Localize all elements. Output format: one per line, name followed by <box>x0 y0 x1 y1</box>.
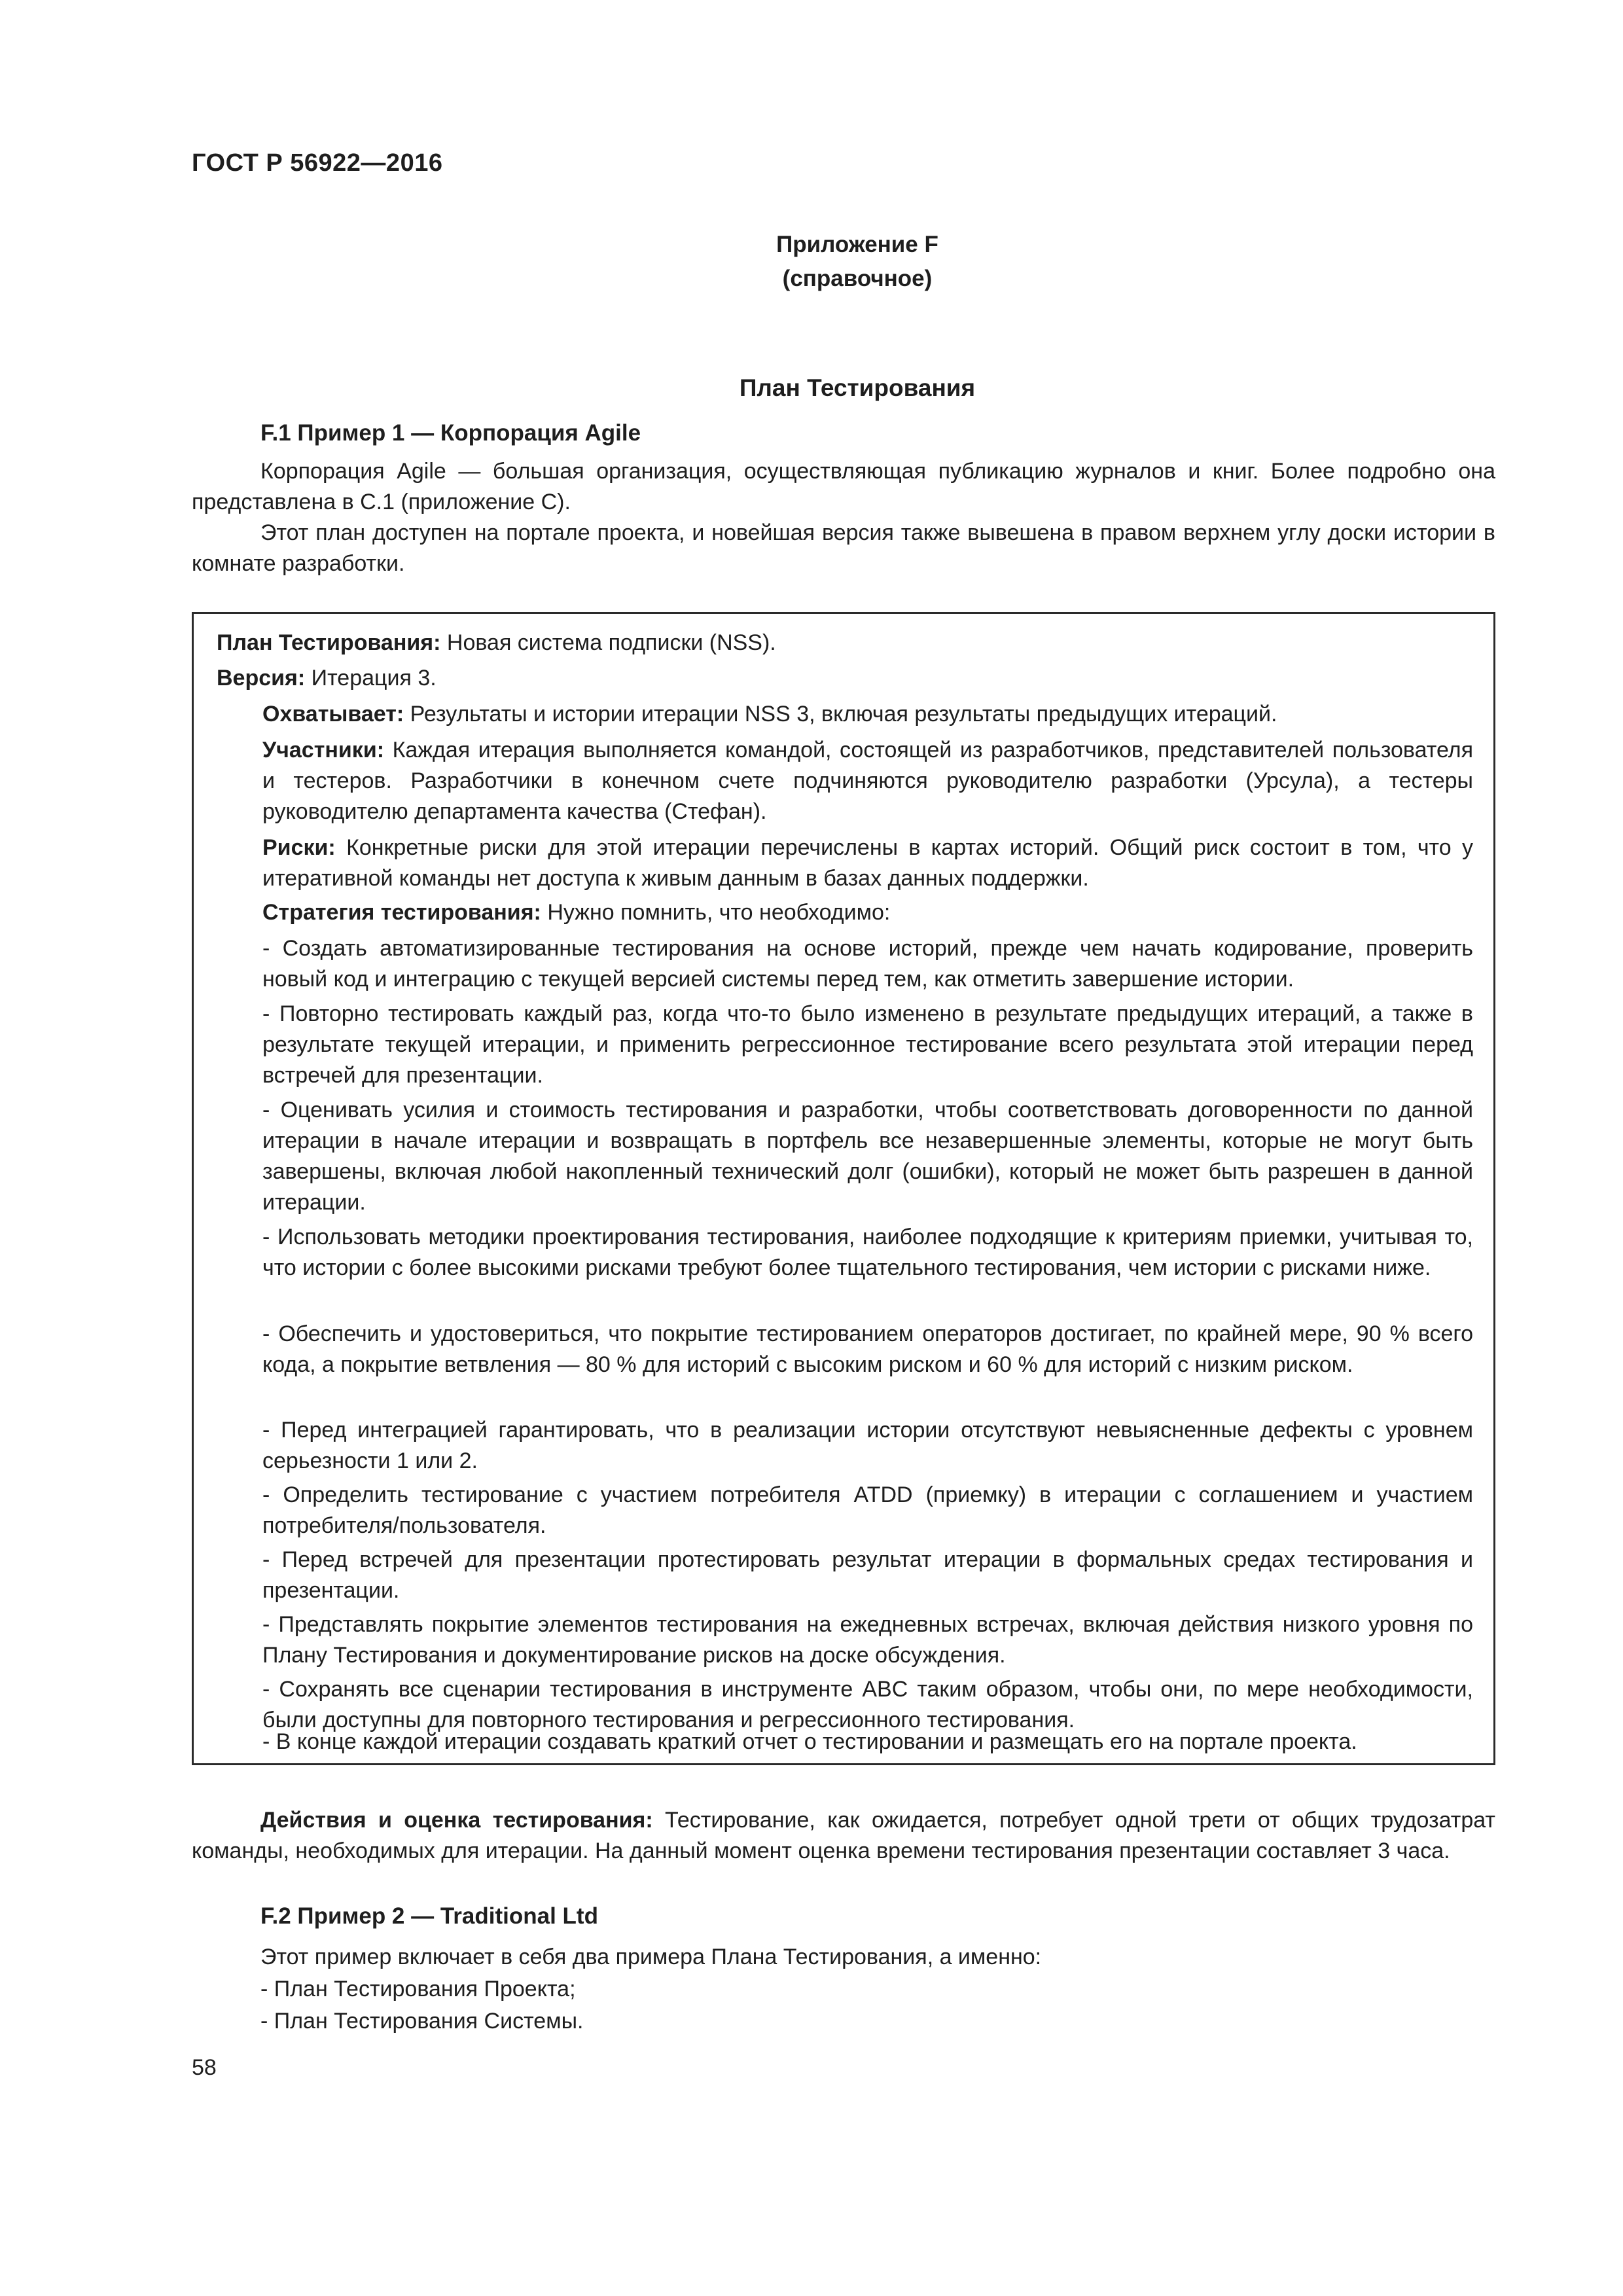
strategy-bullet: - Представлять покрытие элементов тестирования на ежедневных встречах, включая действия низкого уровня по Плану Тестирования и документирование рисков на доске обсуждения. <box>262 1612 1473 1668</box>
risks-paragraph <box>262 833 1473 894</box>
test-plan-box <box>192 612 1495 1765</box>
section1-paragraph-2: Этот план доступен на портале проекта, и новейшая версия также вывешена в правом верхнем углу доски истории в комнате разработки. <box>192 520 1495 576</box>
section1-heading: F.1 Пример 1 — Корпорация Agile <box>260 420 641 446</box>
participants-value: Каждая итерация выполняется командой, состоящей из разработчиков, представителей пользователя и тестеров. Разработчики в конечном счете подчиняются руководителю разработки (Урсула), а тестеры руководителю департамента качества (Стефан). <box>262 738 1474 824</box>
section2-list-item: - План Тестирования Проекта; <box>260 1977 576 2001</box>
strategy-bullet: - Сохранять все сценарии тестирования в инструменте ABC таким образом, чтобы они, по мере необходимости, были доступны для повторного тестирования и регрессионного тестирования. <box>262 1677 1473 1732</box>
covers-line <box>262 699 1473 730</box>
appendix-type: (справочное) <box>782 266 933 291</box>
version-line <box>217 663 1473 694</box>
page-number: 58 <box>192 2055 217 2080</box>
strategy-bullet: - Определить тестирование с участием потребителя ATDD (приемку) в итерации с соглашением и участием потребителя/пользователя. <box>262 1482 1473 1538</box>
risks-label: Риски: <box>262 835 336 860</box>
document-id: ГОСТ Р 56922—2016 <box>192 149 443 177</box>
appendix-label: Приложение F <box>776 232 938 257</box>
covers-label: Охватывает: <box>262 702 404 726</box>
strategy-bullet: - Использовать методики проектирования тестирования, наиболее подходящие к критериям приемки, учитывая то, что истории с более высокими рисками требуют более тщательного тестирования, чем истории с рисками ниже. <box>262 1225 1473 1280</box>
plan-label: План Тестирования: <box>217 630 441 655</box>
page-title: План Тестирования <box>739 374 976 401</box>
strategy-bullet: - Перед интеграцией гарантировать, что в реализации истории отсутствуют невыясненные дефекты с уровнем серьезности 1 или 2. <box>262 1418 1473 1473</box>
section2-intro: Этот пример включает в себя два примера Плана Тестирования, а именно: <box>260 1945 1042 1969</box>
activities-paragraph <box>192 1805 1495 1867</box>
strategy-label: Стратегия тестирования: <box>262 900 541 925</box>
section2-heading: F.2 Пример 2 — Traditional Ltd <box>260 1903 598 1929</box>
activities-value: Тестирование, как ожидается, потребует одной трети от общих трудозатрат команды, необходимых для итерации. На данный момент оценка времени тестирования презентации составляет 3 часа. <box>192 1808 1495 1863</box>
participants-paragraph <box>262 735 1473 827</box>
strategy-bullet: - Повторно тестировать каждый раз, когда что-то было изменено в результате предыдущих итераций, а также в результате текущей итерации, и применить регрессионное тестирование всего результата этой итерации перед встречей для презентации. <box>262 1001 1473 1088</box>
section2-list-item: - План Тестирования Системы. <box>260 2009 584 2034</box>
version-value: Итерация 3. <box>311 666 437 691</box>
strategy-bullet: - Создать автоматизированные тестирования на основе историй, прежде чем начать кодирование, проверить новый код и интеграцию с текущей версией системы перед тем, как отметить завершение истории. <box>262 936 1473 992</box>
risks-value: Конкретные риски для этой итерации перечислены в картах историй. Общий риск состоит в том, что у итеративной команды нет доступа к живым данным в базах данных поддержки. <box>262 835 1473 891</box>
plan-line <box>217 628 1473 658</box>
strategy-value: Нужно помнить, что необходимо: <box>547 900 891 925</box>
plan-value: Новая система подписки (NSS). <box>446 630 776 655</box>
covers-value: Результаты и истории итерации NSS 3, включая результаты предыдущих итераций. <box>410 702 1277 726</box>
strategy-bullet: - В конце каждой итерации создавать краткий отчет о тестировании и размещать его на портале проекта. <box>262 1729 1357 1754</box>
participants-label: Участники: <box>262 738 385 762</box>
activities-label: Действия и оценка тестирования: <box>260 1808 653 1833</box>
version-label: Версия: <box>217 666 306 691</box>
strategy-bullet: - Обеспечить и удостовериться, что покрытие тестированием операторов достигает, по крайней мере, 90 % всего кода, а покрытие ветвления — 80 % для историй с высоким риском и 60 % для историй с низким риском. <box>262 1321 1473 1377</box>
section1-paragraph-1: Корпорация Agile — большая организация, осуществляющая публикацию журналов и книг. Более подробно она представлена в С.1 (приложение С). <box>192 459 1495 514</box>
strategy-line <box>262 897 1473 928</box>
strategy-bullet: - Оценивать усилия и стоимость тестирования и разработки, чтобы соответствовать договоренности по данной итерации в начале итерации и возвращать в портфель все незавершенные элементы, которые не могут быть завершены, включая любой накопленный технический долг (ошибки), который не может быть разрешен в данной итерации. <box>262 1098 1473 1215</box>
strategy-bullet: - Перед встречей для презентации протестировать результат итерации в формальных средах тестирования и презентации. <box>262 1547 1473 1603</box>
